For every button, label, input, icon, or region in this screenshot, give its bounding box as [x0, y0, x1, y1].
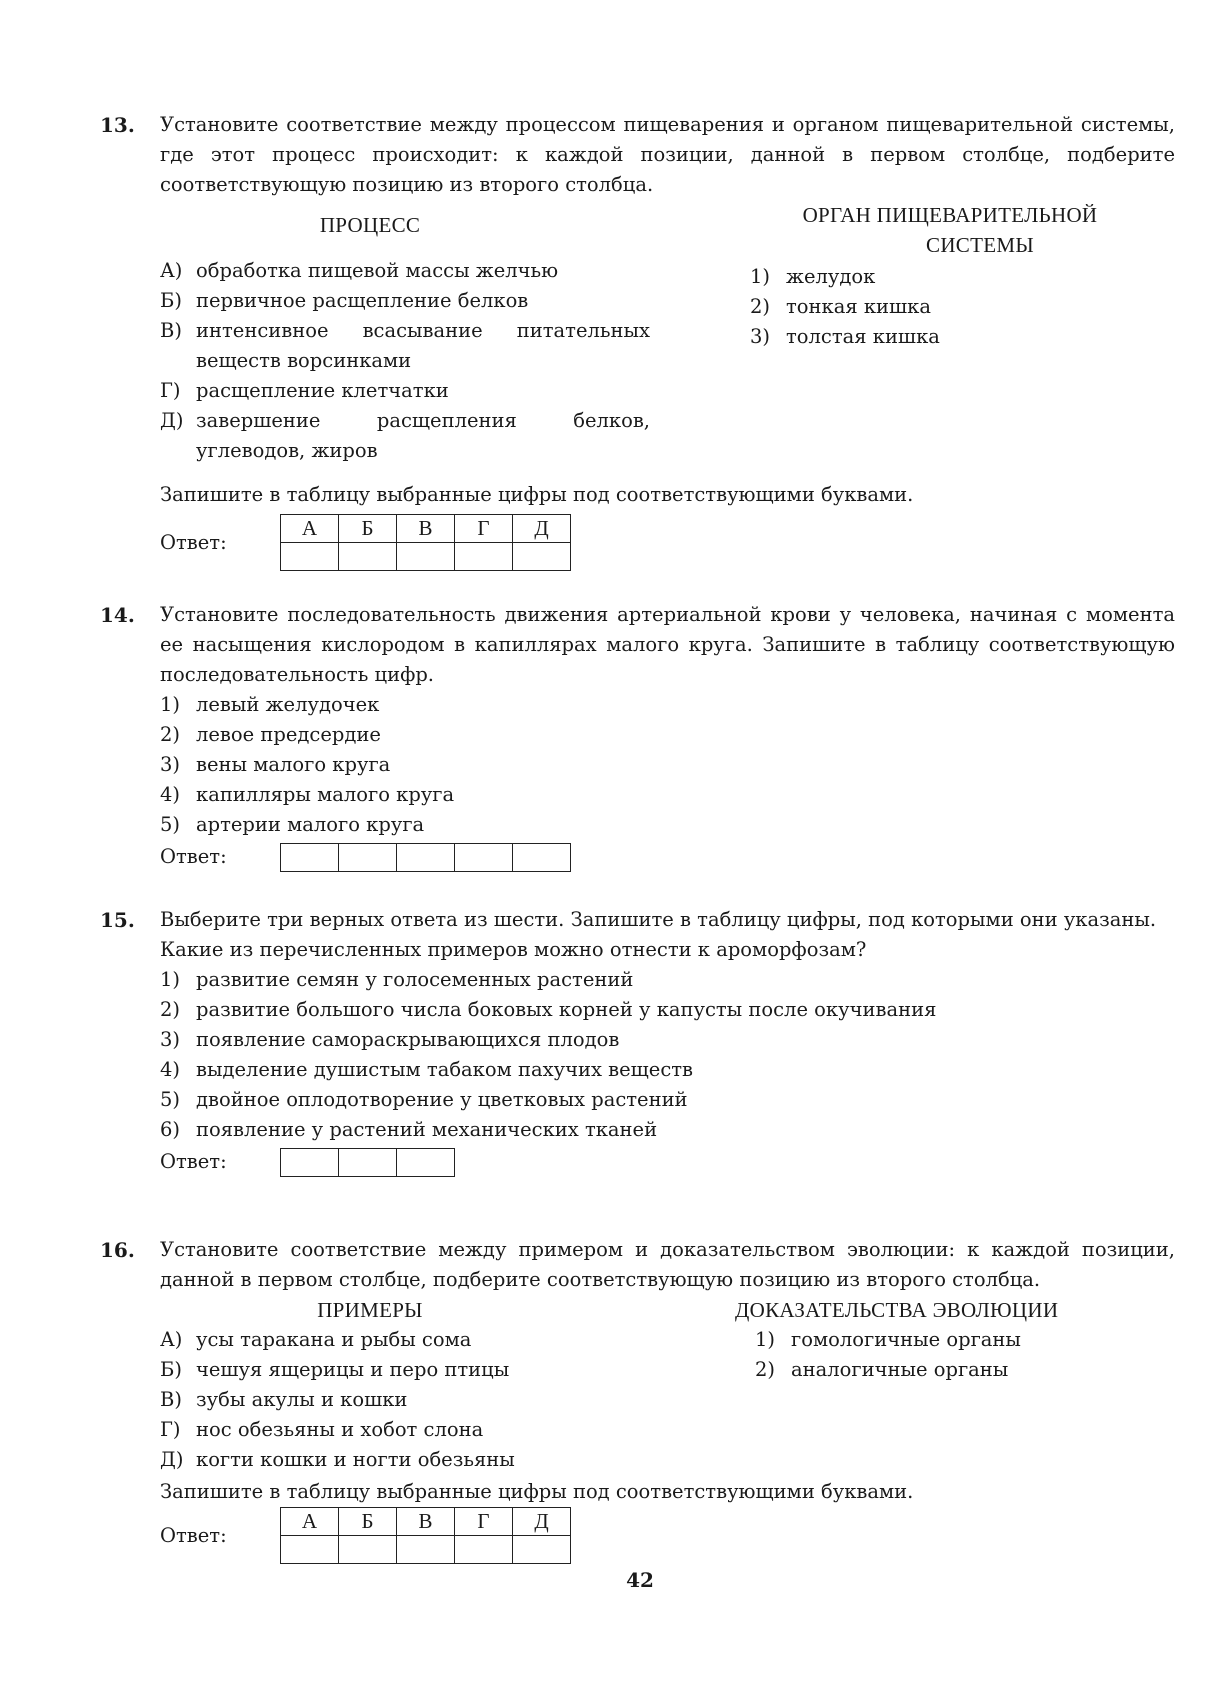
question-text: Какие из перечисленных примеров можно отнести к ароморфозам?	[160, 938, 867, 961]
answer-label: Ответ:	[160, 1523, 227, 1547]
option-text: расщепление клетчатки	[196, 379, 449, 402]
option-key: Г)	[160, 379, 181, 402]
option-text: левое предсердие	[196, 723, 381, 746]
option-key: В)	[160, 319, 182, 342]
question-number: 15.	[100, 908, 135, 932]
sequence-item	[160, 810, 1175, 840]
letter-cell: Б	[339, 515, 397, 543]
example-a	[160, 1325, 650, 1355]
sequence-item	[160, 690, 1175, 720]
option-b	[160, 286, 650, 316]
letter-cell: А	[281, 515, 339, 543]
option-text: аналогичные органы	[791, 1358, 1009, 1381]
question-stem: Установите соответствие между процессом пищеварения и органом пищеварительной системы, где этот процесс происходит: к каждой позиции, данной в первом столбце, подберите соответствующую позицию из второго столбца.	[160, 113, 1175, 196]
answer-label: Ответ:	[160, 845, 227, 868]
answer-table	[280, 1507, 571, 1564]
letter-cell: Д	[513, 515, 571, 543]
letter-cell: Г	[455, 1508, 513, 1536]
letter-cell: В	[397, 515, 455, 543]
option-text: появление у растений механических тканей	[196, 1118, 658, 1141]
option-d	[160, 406, 650, 466]
instruction: Запишите в таблицу выбранные цифры под соответствующими буквами.	[160, 483, 914, 506]
letter-cell: Б	[339, 1508, 397, 1536]
option-key: 5)	[160, 813, 181, 836]
option-text: выделение душистым табаком пахучих веществ	[196, 1058, 694, 1081]
option-key: 4)	[160, 783, 181, 806]
question-15	[100, 905, 1180, 1177]
option-key: Г)	[160, 1418, 181, 1441]
left-column-heading: ПРИМЕРЫ	[317, 1298, 423, 1322]
letter-cell: Д	[513, 1508, 571, 1536]
option-key: 4)	[160, 1058, 181, 1081]
option-text: чешуя ящерицы и перо птицы	[196, 1358, 510, 1381]
answer-input-row	[281, 1148, 455, 1176]
answer-input-row	[281, 1536, 571, 1564]
answer-table	[280, 843, 571, 872]
option-text: появление самораскрывающихся плодов	[196, 1028, 620, 1051]
answer-row	[160, 842, 1175, 872]
answer-label: Ответ:	[160, 530, 227, 554]
sequence-item	[160, 750, 1175, 780]
right-column-heading-cont: СИСТЕМЫ	[926, 233, 1034, 257]
question-stem: Выберите три верных ответа из шести. Запишите в таблицу цифры, под которыми они указаны.	[160, 908, 1157, 931]
answer-input-row	[281, 543, 571, 571]
answer-row	[160, 1507, 1175, 1564]
option-key: 2)	[750, 295, 771, 318]
option-text: обработка пищевой массы желчью	[196, 259, 559, 282]
answer-table	[280, 514, 571, 571]
option-key: Д)	[160, 409, 184, 432]
option-a	[160, 256, 650, 286]
question-stem: Установите последовательность движения артериальной крови у человека, начиная с момента ее насыщения кислородом в капиллярах малого круга. Запишите в таблицу соответствующую последовательность цифр.	[160, 603, 1175, 686]
letter-cell: А	[281, 1508, 339, 1536]
option-text: интенсивное всасывание питательных веществ ворсинками	[196, 319, 650, 372]
option-g	[160, 376, 650, 406]
answer-cell[interactable]	[339, 843, 397, 871]
option-key: Б)	[160, 1358, 182, 1381]
instruction: Запишите в таблицу выбранные цифры под соответствующими буквами.	[160, 1480, 914, 1503]
answer-cell[interactable]	[281, 1536, 339, 1564]
option-text: вены малого круга	[196, 753, 391, 776]
answer-letters-row	[281, 1508, 571, 1536]
answer-table	[280, 1148, 455, 1177]
option-key: 2)	[160, 998, 181, 1021]
option-key: 2)	[755, 1358, 776, 1381]
option-text: гомологичные органы	[791, 1328, 1021, 1351]
example-g	[160, 1415, 650, 1445]
option-text: толстая кишка	[786, 325, 940, 348]
question-stem: Установите соответствие между примером и доказательством эволюции: к каждой позиции, данной в первом столбце, подберите соответствующую позицию из второго столбца.	[160, 1238, 1175, 1291]
option-text: нос обезьяны и хобот слона	[196, 1418, 484, 1441]
organ-3	[750, 322, 1160, 352]
answer-cell[interactable]	[281, 843, 339, 871]
option-text: развитие большого числа боковых корней у капусты после окучивания	[196, 998, 937, 1021]
example-b	[160, 1355, 650, 1385]
answer-cell[interactable]	[397, 543, 455, 571]
option-text: капилляры малого круга	[196, 783, 455, 806]
answer-cell[interactable]	[513, 1536, 571, 1564]
option-key: А)	[160, 259, 183, 282]
example-d	[160, 1445, 650, 1475]
option-key: 3)	[160, 1028, 181, 1051]
answer-cell[interactable]	[455, 543, 513, 571]
question-14	[100, 600, 1180, 872]
example-v	[160, 1385, 650, 1415]
option-text: завершение расщепления белков, углеводов, жиров	[196, 409, 650, 462]
answer-cell[interactable]	[455, 1536, 513, 1564]
option-text: первичное расщепление белков	[196, 289, 529, 312]
choice-item	[160, 1055, 1175, 1085]
option-key: Б)	[160, 289, 182, 312]
evidence-2	[755, 1355, 1175, 1385]
option-key: 5)	[160, 1088, 181, 1111]
right-column-heading: ОРГАН ПИЩЕВАРИТЕЛЬНОЙ	[802, 203, 1098, 227]
option-key: 1)	[750, 265, 771, 288]
option-key: Д)	[160, 1448, 184, 1471]
question-13	[100, 110, 1180, 571]
answer-cell[interactable]	[397, 1536, 455, 1564]
choice-item	[160, 1025, 1175, 1055]
organ-1	[750, 262, 1160, 292]
answer-cell[interactable]	[339, 543, 397, 571]
option-text: зубы акулы и кошки	[196, 1388, 408, 1411]
option-key: 1)	[755, 1328, 776, 1351]
answer-label: Ответ:	[160, 1150, 227, 1173]
question-number: 16.	[100, 1238, 135, 1262]
answer-cell[interactable]	[455, 843, 513, 871]
answer-cell[interactable]	[513, 843, 571, 871]
option-key: 1)	[160, 693, 181, 716]
question-number: 14.	[100, 603, 135, 627]
option-key: 3)	[160, 753, 181, 776]
answer-row	[160, 1147, 1175, 1177]
option-text: желудок	[786, 265, 876, 288]
answer-cell[interactable]	[513, 543, 571, 571]
option-text: левый желудочек	[196, 693, 380, 716]
choice-item	[160, 1085, 1175, 1115]
option-text: усы таракана и рыбы сома	[196, 1328, 472, 1351]
sequence-item	[160, 720, 1175, 750]
question-16	[100, 1235, 1180, 1564]
answer-letters-row	[281, 515, 571, 543]
evidence-1	[755, 1325, 1175, 1355]
option-key: А)	[160, 1328, 183, 1351]
answer-cell[interactable]	[397, 1148, 455, 1176]
left-column-heading: ПРОЦЕСС	[319, 213, 421, 237]
sequence-item	[160, 780, 1175, 810]
choice-item	[160, 965, 1175, 995]
option-key: 6)	[160, 1118, 181, 1141]
letter-cell: В	[397, 1508, 455, 1536]
option-v	[160, 316, 650, 376]
answer-cell[interactable]	[281, 1148, 339, 1176]
question-number: 13.	[100, 113, 135, 137]
option-key: В)	[160, 1388, 182, 1411]
answer-cell[interactable]	[281, 543, 339, 571]
answer-cell[interactable]	[397, 843, 455, 871]
choice-item	[160, 995, 1175, 1025]
option-text: тонкая кишка	[786, 295, 931, 318]
right-column-heading: ДОКАЗАТЕЛЬСТВА ЭВОЛЮЦИИ	[735, 1298, 1059, 1322]
option-key: 1)	[160, 968, 181, 991]
option-text: артерии малого круга	[196, 813, 425, 836]
answer-cell[interactable]	[339, 1148, 397, 1176]
letter-cell: Г	[455, 515, 513, 543]
answer-row	[160, 514, 1175, 571]
option-text: развитие семян у голосеменных растений	[196, 968, 634, 991]
answer-input-row	[281, 843, 571, 871]
option-key: 2)	[160, 723, 181, 746]
organ-2	[750, 292, 1160, 322]
option-key: 3)	[750, 325, 771, 348]
page-number: 42	[626, 1568, 654, 1592]
answer-cell[interactable]	[339, 1536, 397, 1564]
option-text: когти кошки и ногти обезьяны	[196, 1448, 515, 1471]
option-text: двойное оплодотворение у цветковых растений	[196, 1088, 688, 1111]
choice-item	[160, 1115, 1175, 1145]
